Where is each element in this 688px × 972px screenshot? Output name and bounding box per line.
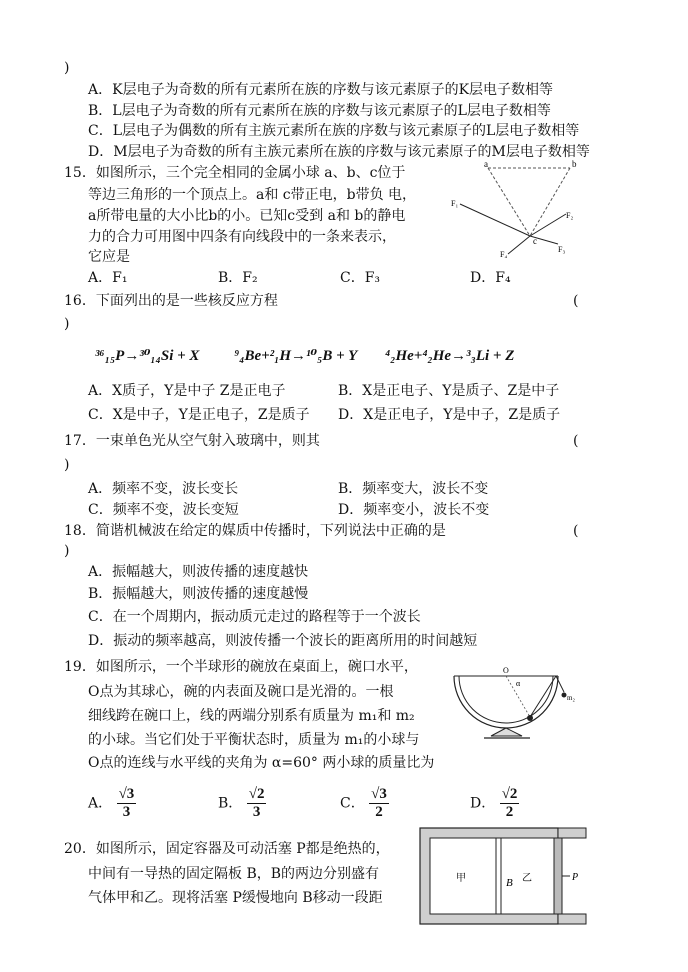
q15-label-c: c (533, 236, 537, 246)
q19-option-a-label: A． (88, 795, 113, 812)
q17-paren: ( (573, 433, 579, 449)
fraction-numerator: √2 (501, 786, 518, 802)
q14-option-d: D．M层电子为奇数的所有主族元素所在族的序数与该元素原子的M层电子数相等 (88, 144, 590, 160)
fraction-denominator: 3 (252, 804, 261, 820)
q19-option-a-fraction (117, 786, 137, 821)
q16-equation-3: ⁴₂He+⁴₂He→³₃Li + Z (385, 348, 515, 364)
fraction-denominator: 2 (375, 804, 383, 820)
q15-label-f3: F₃ (558, 245, 566, 254)
q15-label-b: b (572, 159, 577, 169)
q15-option-b: B．F₂ (218, 270, 258, 286)
q16-option-b: B．X是正电子、Y是质子、Z是中子 (338, 383, 560, 399)
q19-option-c (340, 786, 389, 821)
q16-option-d: D．X是正电子，Y是中子，Z是质子 (338, 407, 561, 423)
q16-equation-2: ⁹₄Be+²₁H→¹⁰₅B + Y (234, 348, 358, 364)
q15-label-f2: F₂ (566, 211, 574, 220)
fraction-denominator: 3 (122, 804, 131, 820)
q19-stem-line-3: 细线跨在碗口上，线的两端分别系有质量为 m₁和 m₂ (88, 708, 415, 724)
q15-option-a: A．F₁ (88, 270, 128, 286)
q19-bowl-figure (446, 664, 578, 744)
q19-label-o: O (503, 666, 509, 675)
q14-option-b: B．L层电子为奇数的所有元素所在族的序数与该元素原子的L层电子数相等 (88, 103, 551, 119)
q15-stem-line-5: 它应是 (88, 249, 130, 265)
q19-option-b-label: B． (218, 795, 243, 812)
fraction-denominator: 2 (505, 804, 514, 820)
q18-option-a: A．振幅越大，则波传播的速度越快 (88, 564, 309, 580)
q17-stem: 17．一束单色光从空气射入玻璃中，则其 (64, 433, 320, 449)
q19-stem-line-5: O点的连线与水平线的夹角为 α=60° 两小球的质量比为 (88, 755, 435, 771)
q20-container-figure (418, 824, 588, 928)
q15-label-f1: F₁ (451, 199, 459, 208)
q19-label-m2: m₂ (567, 694, 575, 702)
q15-stem-line-4: 力的合力可用图中四条有向线段中的一条来表示， (88, 229, 396, 245)
q18-paren: ( (573, 523, 579, 539)
q16-equation-1: ³⁶₁₅P→³⁰₁₄Si + X (95, 348, 200, 364)
q20-label-jia: 甲 (456, 873, 466, 884)
q18-option-d: D．振动的频率越高，则波传播一个波长的距离所用的时间越短 (88, 633, 478, 649)
q15-stem-line-3: a所带电量的大小比b的小。已知c受到 a和 b的静电 (88, 208, 406, 224)
fraction-numerator: √3 (371, 786, 387, 802)
q20-stem-line-2: 中间有一导热的固定隔板 B，B的两边分别盛有 (88, 866, 380, 882)
q16-paren-close: ) (64, 316, 70, 332)
q17-option-a: A．频率不变，波长变长 (88, 481, 239, 497)
q17-option-c: C．频率不变，波长变短 (88, 502, 239, 518)
q20-label-yi: 乙 (522, 873, 532, 884)
q20-label-b: B (506, 877, 513, 889)
q19-option-a (88, 786, 136, 821)
q19-stem-line-4: 的小球。当它们处于平衡状态时，质量为 m₁的小球与 (88, 732, 420, 748)
q15-option-c: C．F₃ (340, 270, 381, 286)
fraction-numerator: √2 (248, 786, 265, 802)
q20-stem-line-3: 气体甲和乙。现将活塞 P缓慢地向 B移动一段距 (88, 890, 383, 906)
q19-stem-line-1: 19．如图所示，一个半球形的碗放在桌面上，碗口水平， (64, 659, 418, 675)
q18-stem: 18．简谐机械波在给定的媒质中传播时，下列说法中正确的是 (64, 523, 446, 539)
q18-option-c: C．在一个周期内，振动质元走过的路程等于一个波长 (88, 609, 421, 625)
q14-option-a: A．K层电子为奇数的所有元素所在族的序数与该元素原子的K层电子数相等 (88, 82, 554, 98)
q19-label-alpha: α (516, 679, 521, 688)
q13-tail-paren: ) (64, 60, 70, 76)
q20-stem-line-1: 20．如图所示，固定容器及可动活塞 P都是绝热的， (64, 841, 390, 857)
q15-stem-line-1: 15．如图所示，三个完全相同的金属小球 a、b、c位于 (64, 165, 406, 181)
q18-option-b: B．振幅越大，则波传播的速度越慢 (88, 586, 309, 602)
q14-option-c: C．L层电子为偶数的所有主族元素所在族的序数与该元素原子的L层电子数相等 (88, 123, 580, 139)
q20-label-p: P (572, 872, 579, 883)
q19-option-c-label: C． (340, 795, 365, 812)
q15-label-f4: F₄ (500, 250, 508, 258)
q16-option-a: A．X质子，Y是中子 Z是正电子 (88, 383, 286, 399)
q19-option-b (218, 786, 266, 821)
q17-option-b: B．频率变大，波长不变 (338, 481, 489, 497)
q16-paren: ( (573, 293, 579, 309)
q15-option-d: D．F₄ (470, 270, 511, 286)
q16-stem: 16．下面列出的是一些核反应方程 (64, 293, 278, 309)
q16-option-c: C．X是中子，Y是正电子，Z是质子 (88, 407, 310, 423)
q15-label-a: a (484, 159, 488, 169)
q19-stem-line-2: O点为其球心，碗的内表面及碗口是光滑的。一根 (88, 684, 394, 700)
q18-paren-close: ) (64, 543, 70, 559)
q17-paren-close: ) (64, 457, 70, 473)
fraction-numerator: √3 (118, 786, 135, 802)
q19-option-b-fraction (247, 786, 267, 821)
q19-option-c-fraction (369, 786, 389, 821)
q19-option-d-label: D． (470, 795, 496, 812)
q19-option-d-fraction (500, 786, 520, 821)
q15-stem-line-2: 等边三角形的一个顶点上。a和 c带正电，b带负 电， (88, 187, 417, 203)
q17-option-d: D．频率变小，波长不变 (338, 502, 490, 518)
q15-triangle-figure (448, 158, 588, 258)
q19-option-d (470, 786, 519, 821)
